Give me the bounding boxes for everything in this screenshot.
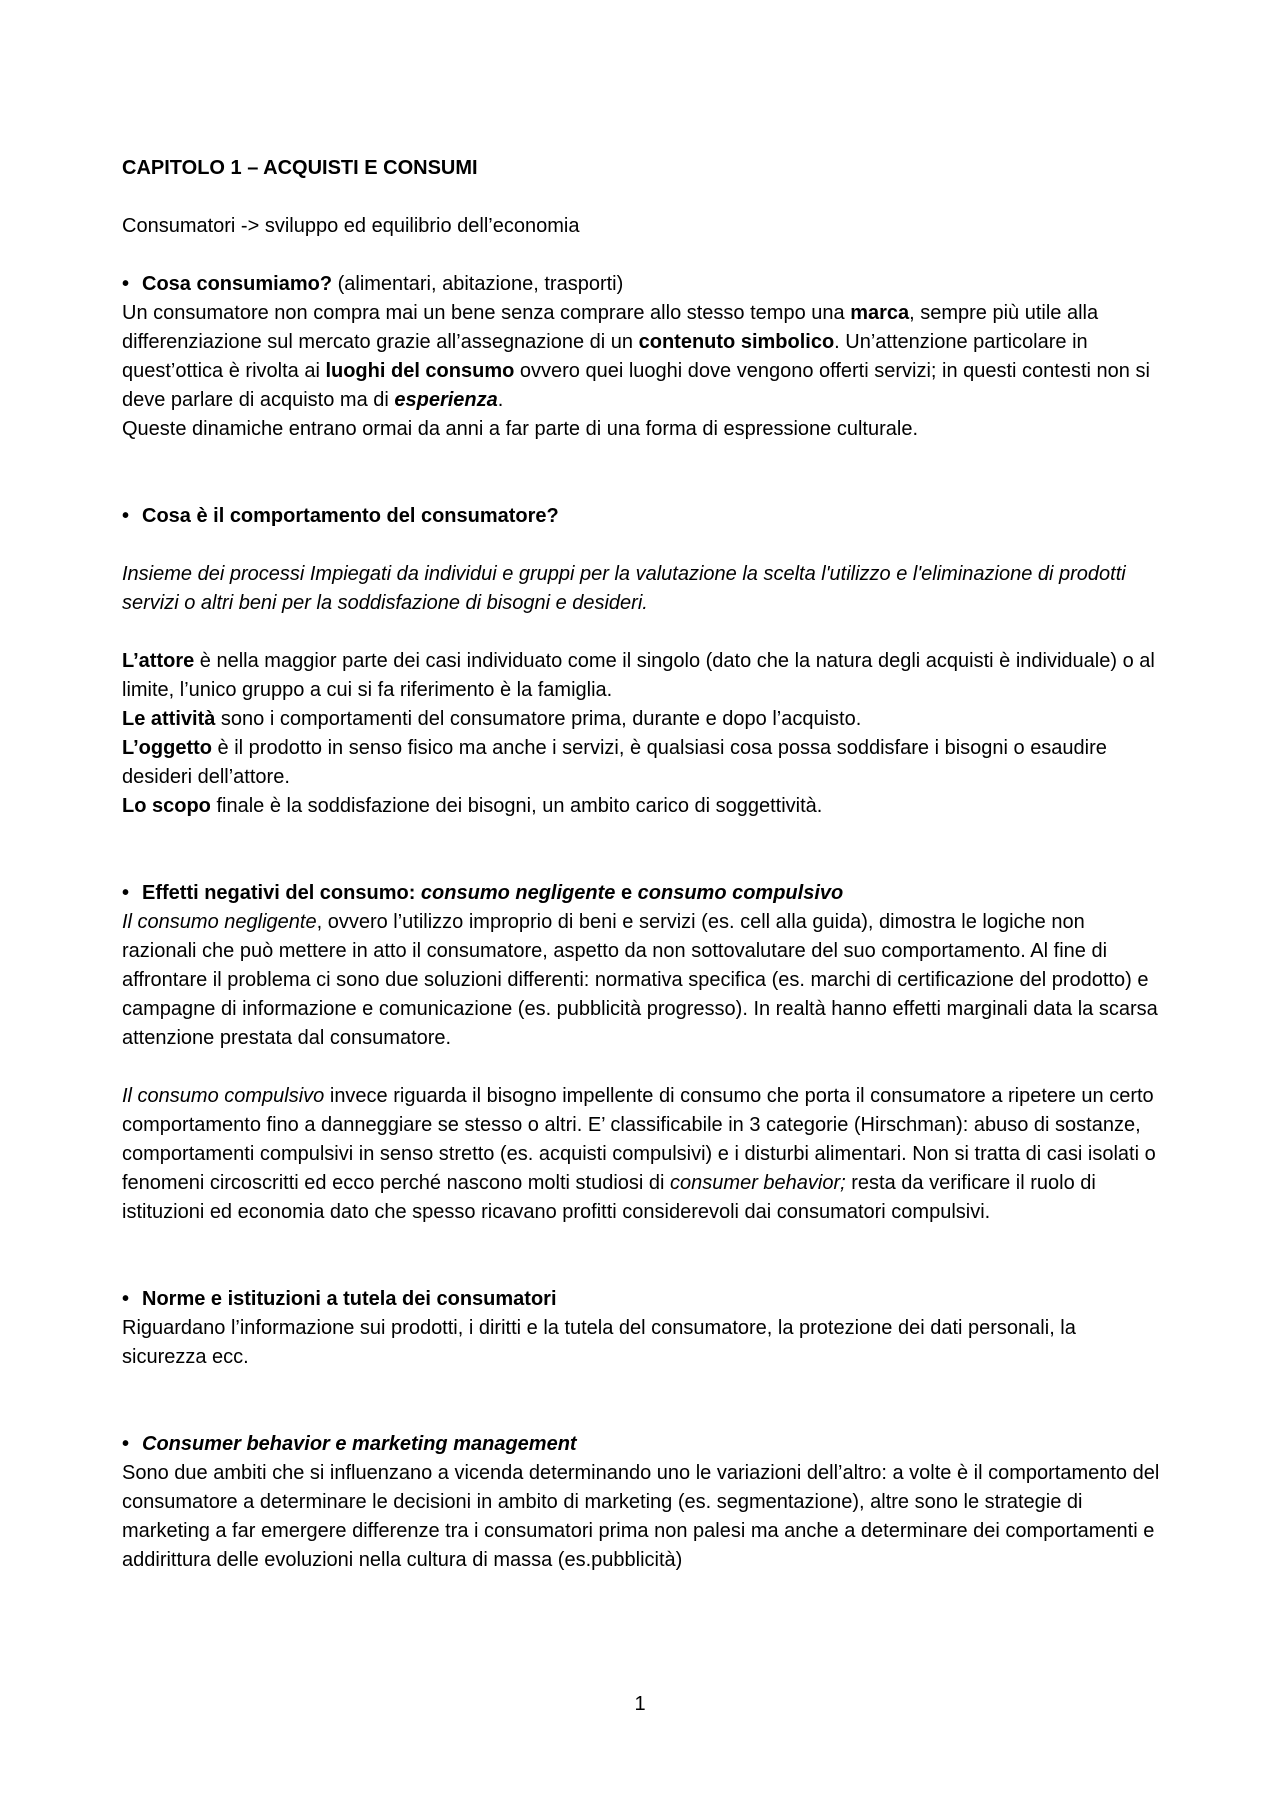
paragraph: Il consumo negligente, ovvero l’utilizzo improprio di beni e servizi (es. cell alla guida), dimostra le logiche non razionali che può mettere in atto il consumatore, aspetto da non sottovalutare del suo comportamento. Al fine di affrontare il problema ci sono due soluzioni differenti: normativa specifica (es. marchi di certificazione del prodotto) e campagne di informazione e comunicazione (es. pubblicità progresso). In realtà hanno effetti marginali data la scarsa attenzione prestata dal consumatore. <box>122 911 1158 1049</box>
bullet-icon: • <box>122 1288 130 1310</box>
chapter-title: CAPITOLO 1 – ACQUISTI E CONSUMI <box>122 157 478 179</box>
bullet-icon: • <box>122 882 130 904</box>
section-heading: • Consumer behavior e marketing management <box>122 1430 1164 1459</box>
section-effetti-negativi <box>122 879 1164 1227</box>
bullet-icon: • <box>122 505 130 527</box>
paragraph: Le attività sono i comportamenti del consumatore prima, durante e dopo l’acquisto. <box>122 708 862 730</box>
section-comportamento-consumatore <box>122 502 1164 821</box>
page-body <box>122 154 1164 1575</box>
section-heading: • Effetti negativi del consumo: consumo negligente e consumo compulsivo <box>122 879 1164 908</box>
section-heading: • Norme e istituzioni a tutela dei consumatori <box>122 1285 1164 1314</box>
paragraph: Riguardano l’informazione sui prodotti, i diritti e la tutela del consumatore, la protezione dei dati personali, la sicurezza ecc. <box>122 1317 1076 1368</box>
paragraph: L’oggetto è il prodotto in senso fisico ma anche i servizi, è qualsiasi cosa possa soddisfare i bisogni o esaudire desideri dell’attore. <box>122 737 1107 788</box>
paragraph: Queste dinamiche entrano ormai da anni a far parte di una forma di espressione culturale. <box>122 418 919 440</box>
paragraph: Un consumatore non compra mai un bene senza comprare allo stesso tempo una marca, sempre più utile alla differenziazione sul mercato grazie all’assegnazione di un contenuto simbolico. Un’attenzione particolare in quest’ottica è rivolta ai luoghi del consumo ovvero quei luoghi dove vengono offerti servizi; in questi contesti non si deve parlare di acquisto ma di esperienza. <box>122 302 1150 411</box>
section-cosa-consumiamo <box>122 270 1164 444</box>
definition-paragraph: Insieme dei processi Impiegati da individui e gruppi per la valutazione la scelta l'utilizzo e l'eliminazione di prodotti servizi o altri beni per la soddisfazione di bisogni e desideri. <box>122 563 1126 614</box>
paragraph: Sono due ambiti che si influenzano a vicenda determinando uno le variazioni dell’altro: a volte è il comportamento del consumatore a determinare le decisioni in ambito di marketing (es. segmentazione), altre sono le strategie di marketing a far emergere differenze tra i consumatori prima non palesi ma anche a determinare dei comportamenti e addirittura delle evoluzioni nella cultura di massa (es.pubblicità) <box>122 1462 1160 1571</box>
section-norme-istituzioni <box>122 1285 1164 1372</box>
paragraph: L’attore è nella maggior parte dei casi individuato come il singolo (dato che la natura degli acquisti è individuale) o al limite, l’unico gruppo a cui si fa riferimento è la famiglia. <box>122 650 1155 701</box>
paragraph: Il consumo compulsivo invece riguarda il bisogno impellente di consumo che porta il consumatore a ripetere un certo comportamento fino a danneggiare se stesso o altri. E’ classificabile in 3 categorie (Hirschman): abuso di sostanze, comportamenti compulsivi in senso stretto (es. acquisti compulsivi) e i disturbi alimentari. Non si tratta di casi isolati o fenomeni circoscritti ed ecco perché nascono molti studiosi di consumer behavior; resta da verificare il ruolo di istituzioni ed economia dato che spesso ricavano profitti considerevoli dai consumatori compulsivi. <box>122 1085 1156 1223</box>
paragraph: Lo scopo finale è la soddisfazione dei bisogni, un ambito carico di soggettività. <box>122 795 823 817</box>
section-heading: • Cosa consumiamo? (alimentari, abitazione, trasporti) <box>122 270 1164 299</box>
bullet-icon: • <box>122 273 130 295</box>
page-number: 1 <box>634 1693 646 1715</box>
section-heading: • Cosa è il comportamento del consumatore? <box>122 502 1164 531</box>
section-consumer-behavior <box>122 1430 1164 1575</box>
intro-line: Consumatori -> sviluppo ed equilibrio dell’economia <box>122 215 580 237</box>
bullet-icon: • <box>122 1433 130 1455</box>
